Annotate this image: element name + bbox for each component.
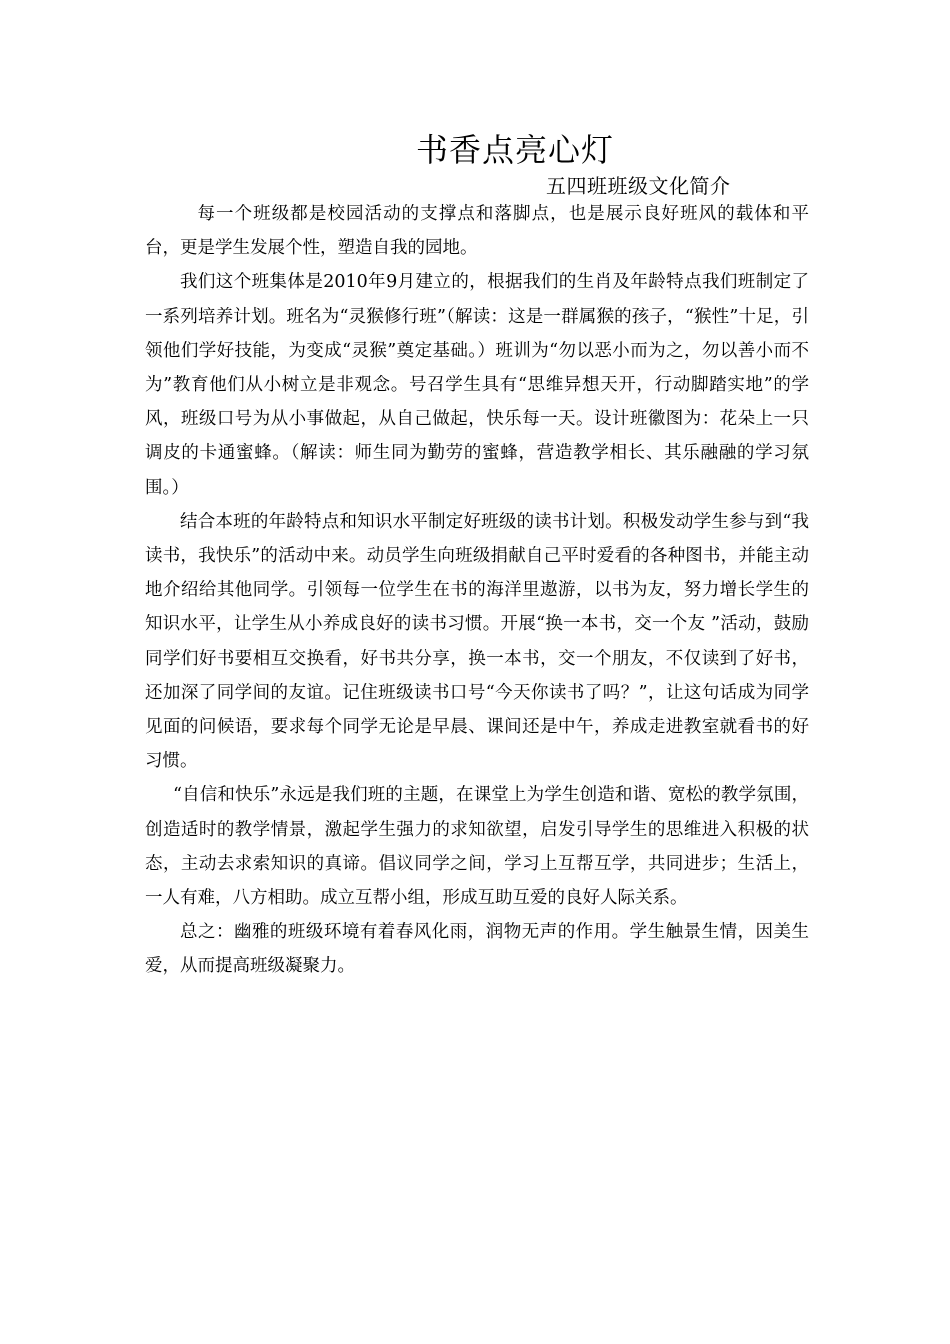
paragraph-intro: 每一个班级都是校园活动的支撑点和落脚点，也是展示良好班风的载体和平台，更是学生发展个性，塑造自我的园地。 bbox=[145, 204, 809, 259]
paragraph-confidence: “自信和快乐”永远是我们班的主题，在课堂上为学生创造和谐、宽松的教学氛围，创造适时的教学情景，激起学生强力的求知欲望，启发引导学生的思维进入积极的状态，主动去求索知识的真谛。倡议同学之间，学习上互帮互学，共同进步；生活上，一人有难，八方相助。成立互帮小组，形成互助互爱的良好人际关系。 bbox=[145, 785, 809, 909]
paragraph-reading-plan: 结合本班的年龄特点和知识水平制定好班级的读书计划。积极发动学生参与到“我读书，我快乐”的活动中来。动员学生向班级捐献自己平时爱看的各种图书，并能主动地介绍给其他同学。引领每一位学生在书的海洋里遨游，以书为友，努力增长学生的知识水平，让学生从小养成良好的读书习惯。开展“换一本书，交一个友 ”活动，鼓励同学们好书要相互交换看，好书共分享，换一本书，交一个朋友，不仅读到了好书，还加深了同学间的友谊。记住班级读书口号“今天你读书了吗？”，让这句话成为同学见面的问候语，要求每个同学无论是早晨、课间还是中午，养成走进教室就看书的好习惯。 bbox=[145, 511, 809, 772]
document-title: 书香点亮心灯 bbox=[415, 131, 614, 169]
document-body bbox=[145, 197, 809, 984]
paragraph-summary: 总之：幽雅的班级环境有着春风化雨，润物无声的作用。学生触景生情，因美生爱，从而提高班级凝聚力。 bbox=[145, 922, 809, 977]
document-subtitle: 五四班班级文化简介 bbox=[546, 174, 731, 198]
paragraph-class-plan: 我们这个班集体是2010年9月建立的，根据我们的生肖及年龄特点我们班制定了一系列培养计划。班名为“灵猴修行班”（解读：这是一群属猴的孩子，“猴性”十足，引领他们学好技能，为变成“灵猴”奠定基础。）班训为“勿以恶小而为之，勿以善小而不为”教育他们从小树立是非观念。号召学生具有“思维异想天开，行动脚踏实地”的学风，班级口号为从小事做起，从自己做起，快乐每一天。设计班徽图为：花朵上一只调皮的卡通蜜蜂。（解读：师生同为勤劳的蜜蜂，营造教学相长、其乐融融的学习氛围。） bbox=[145, 272, 809, 498]
